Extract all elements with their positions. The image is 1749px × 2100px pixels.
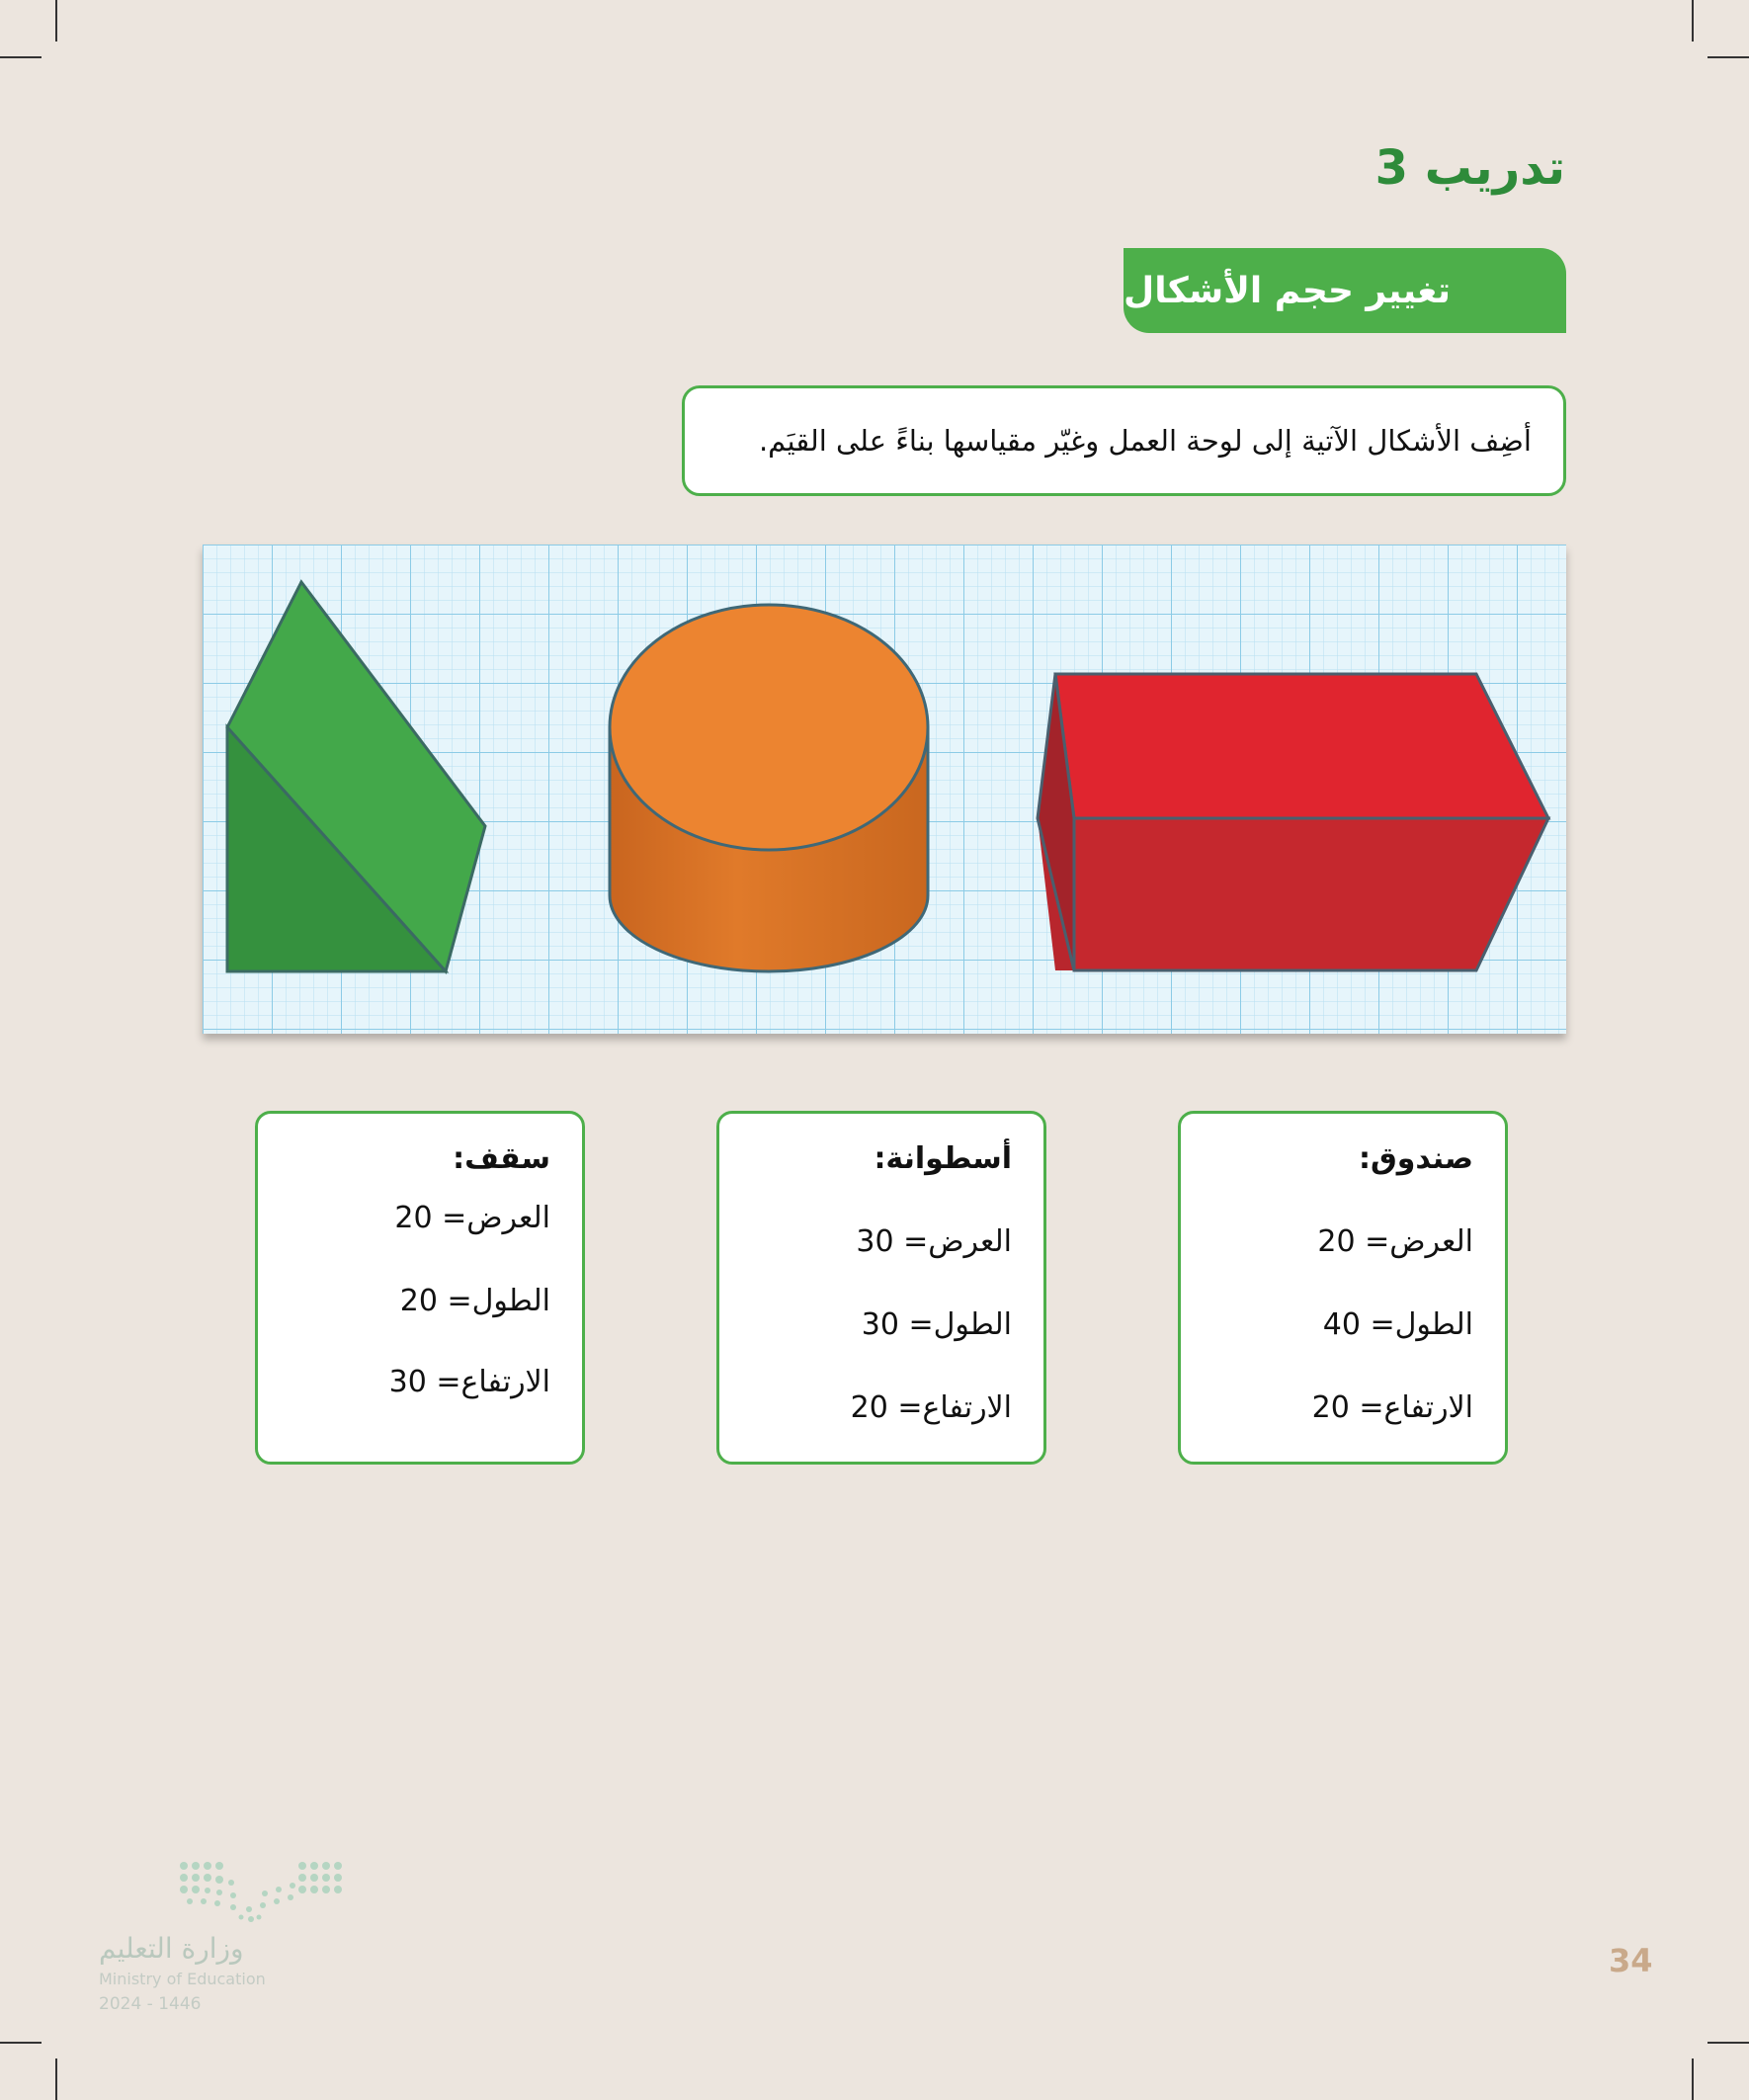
page-number: 34 (1609, 1942, 1653, 1979)
crop-mark (55, 2058, 57, 2100)
crop-mark (1692, 0, 1694, 42)
roof-width: العرض= 20 (394, 1201, 550, 1235)
box-card-title: صندوق: (1358, 1141, 1473, 1176)
instruction-box (682, 385, 1566, 496)
cylinder-length: الطول= 30 (861, 1307, 1012, 1342)
cylinder-width: العرض= 30 (856, 1224, 1012, 1259)
crop-mark (0, 56, 42, 58)
crop-mark (0, 2042, 42, 2044)
crop-mark (55, 0, 57, 42)
box-height: الارتفاع= 20 (1311, 1390, 1473, 1425)
box-width: العرض= 20 (1317, 1224, 1473, 1259)
roof-card (255, 1111, 585, 1465)
box-card (1178, 1111, 1508, 1465)
cylinder-card (716, 1111, 1046, 1465)
ministry-name-en: Ministry of Education (99, 1970, 266, 1988)
shapes-illustration (203, 545, 1566, 1034)
crop-mark (1692, 2058, 1694, 2100)
ministry-year: 2024 - 1446 (99, 1994, 202, 2014)
instruction-text: أضِف الأشكال الآتية إلى لوحة العمل وغيّر مقياسها بناءً على القيَم. (758, 424, 1532, 458)
cylinder-card-title: أسطوانة: (874, 1141, 1012, 1176)
page-title: تدريب 3 (1374, 140, 1565, 196)
section-label (1124, 248, 1566, 333)
cylinder-height: الارتفاع= 20 (850, 1390, 1012, 1425)
roof-length: الطول= 20 (399, 1284, 550, 1318)
cylinder-icon (610, 605, 928, 971)
roof-card-title: سقف: (453, 1141, 550, 1176)
box-icon (1038, 674, 1548, 970)
box-length: الطول= 40 (1322, 1307, 1473, 1342)
ministry-name-ar: وزارة التعليم (99, 1932, 244, 1965)
crop-mark (1707, 2042, 1749, 2044)
roof-height: الارتفاع= 30 (388, 1365, 550, 1399)
crop-mark (1707, 56, 1749, 58)
section-label-text: تغيير حجم الأشكال (1124, 270, 1452, 311)
